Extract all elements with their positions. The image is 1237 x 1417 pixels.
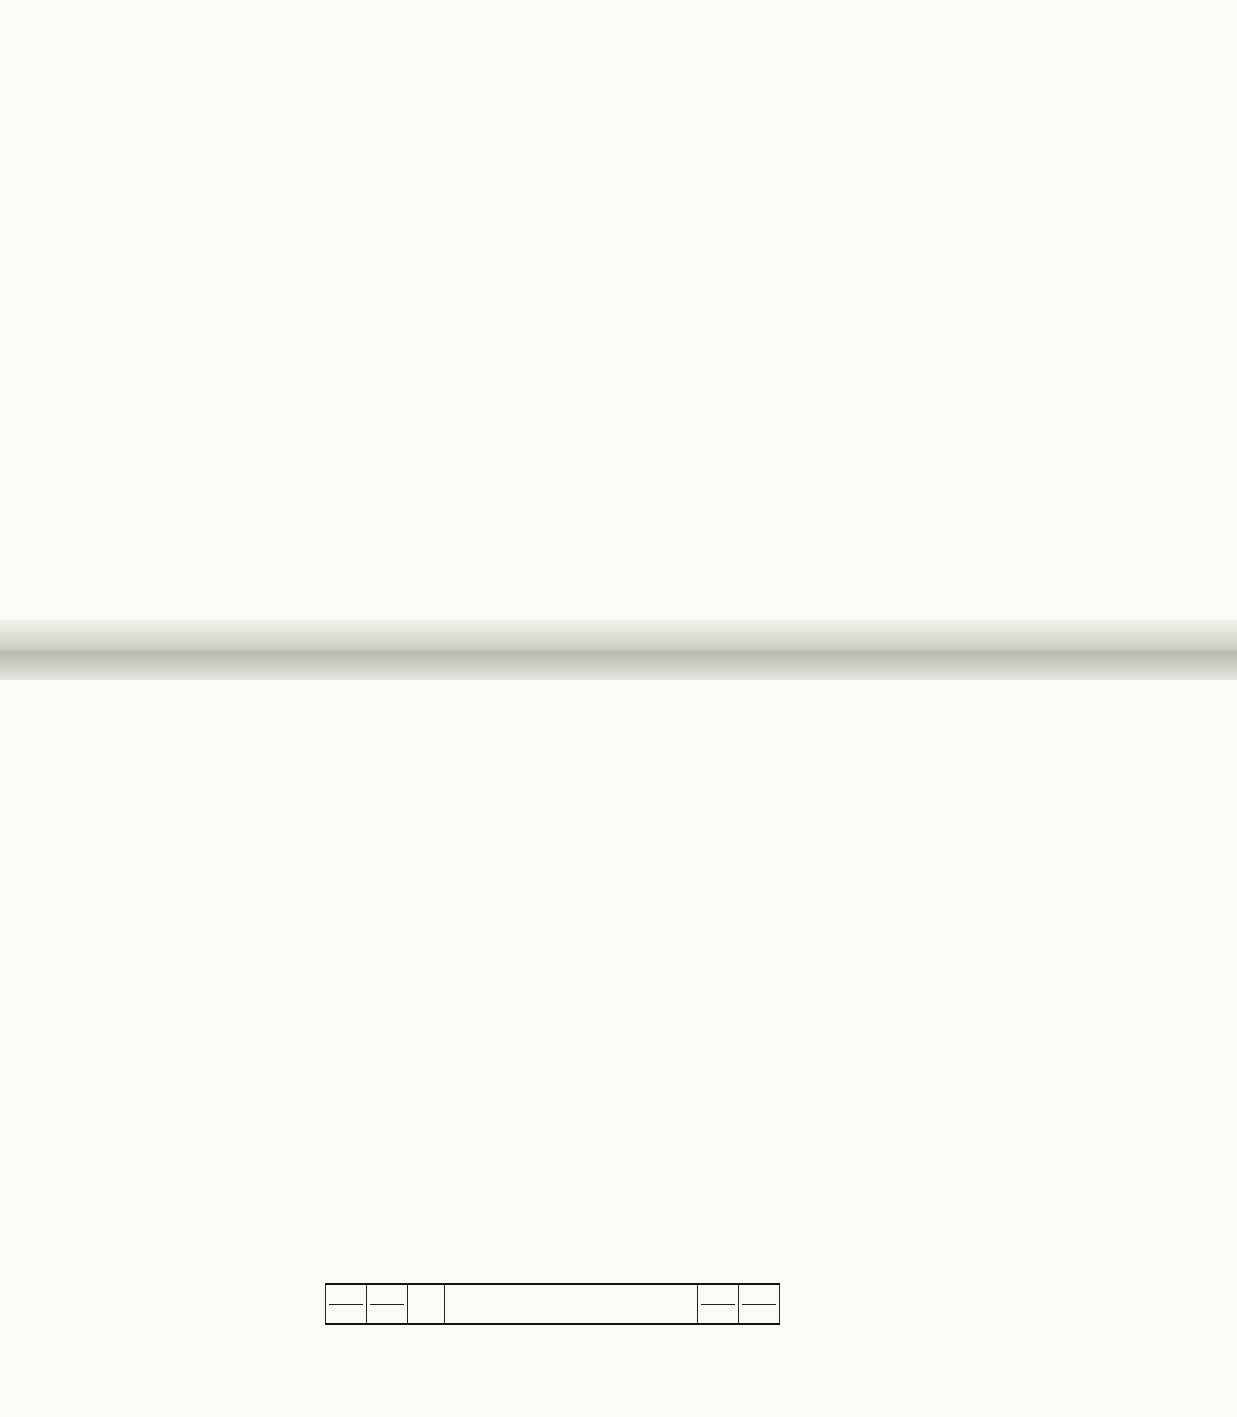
org-header [445, 1284, 698, 1324]
train-4834 [367, 1284, 408, 1324]
page-94 [0, 0, 1237, 620]
train-4832 [326, 1284, 367, 1324]
km-header [408, 1284, 445, 1324]
skrljevo-bakar-table [325, 1283, 780, 1325]
page-95 [0, 680, 1237, 1417]
train-4831 [698, 1284, 739, 1324]
small-table-header [326, 1284, 780, 1324]
book-gutter [0, 620, 1237, 680]
train-4833 [739, 1284, 780, 1324]
